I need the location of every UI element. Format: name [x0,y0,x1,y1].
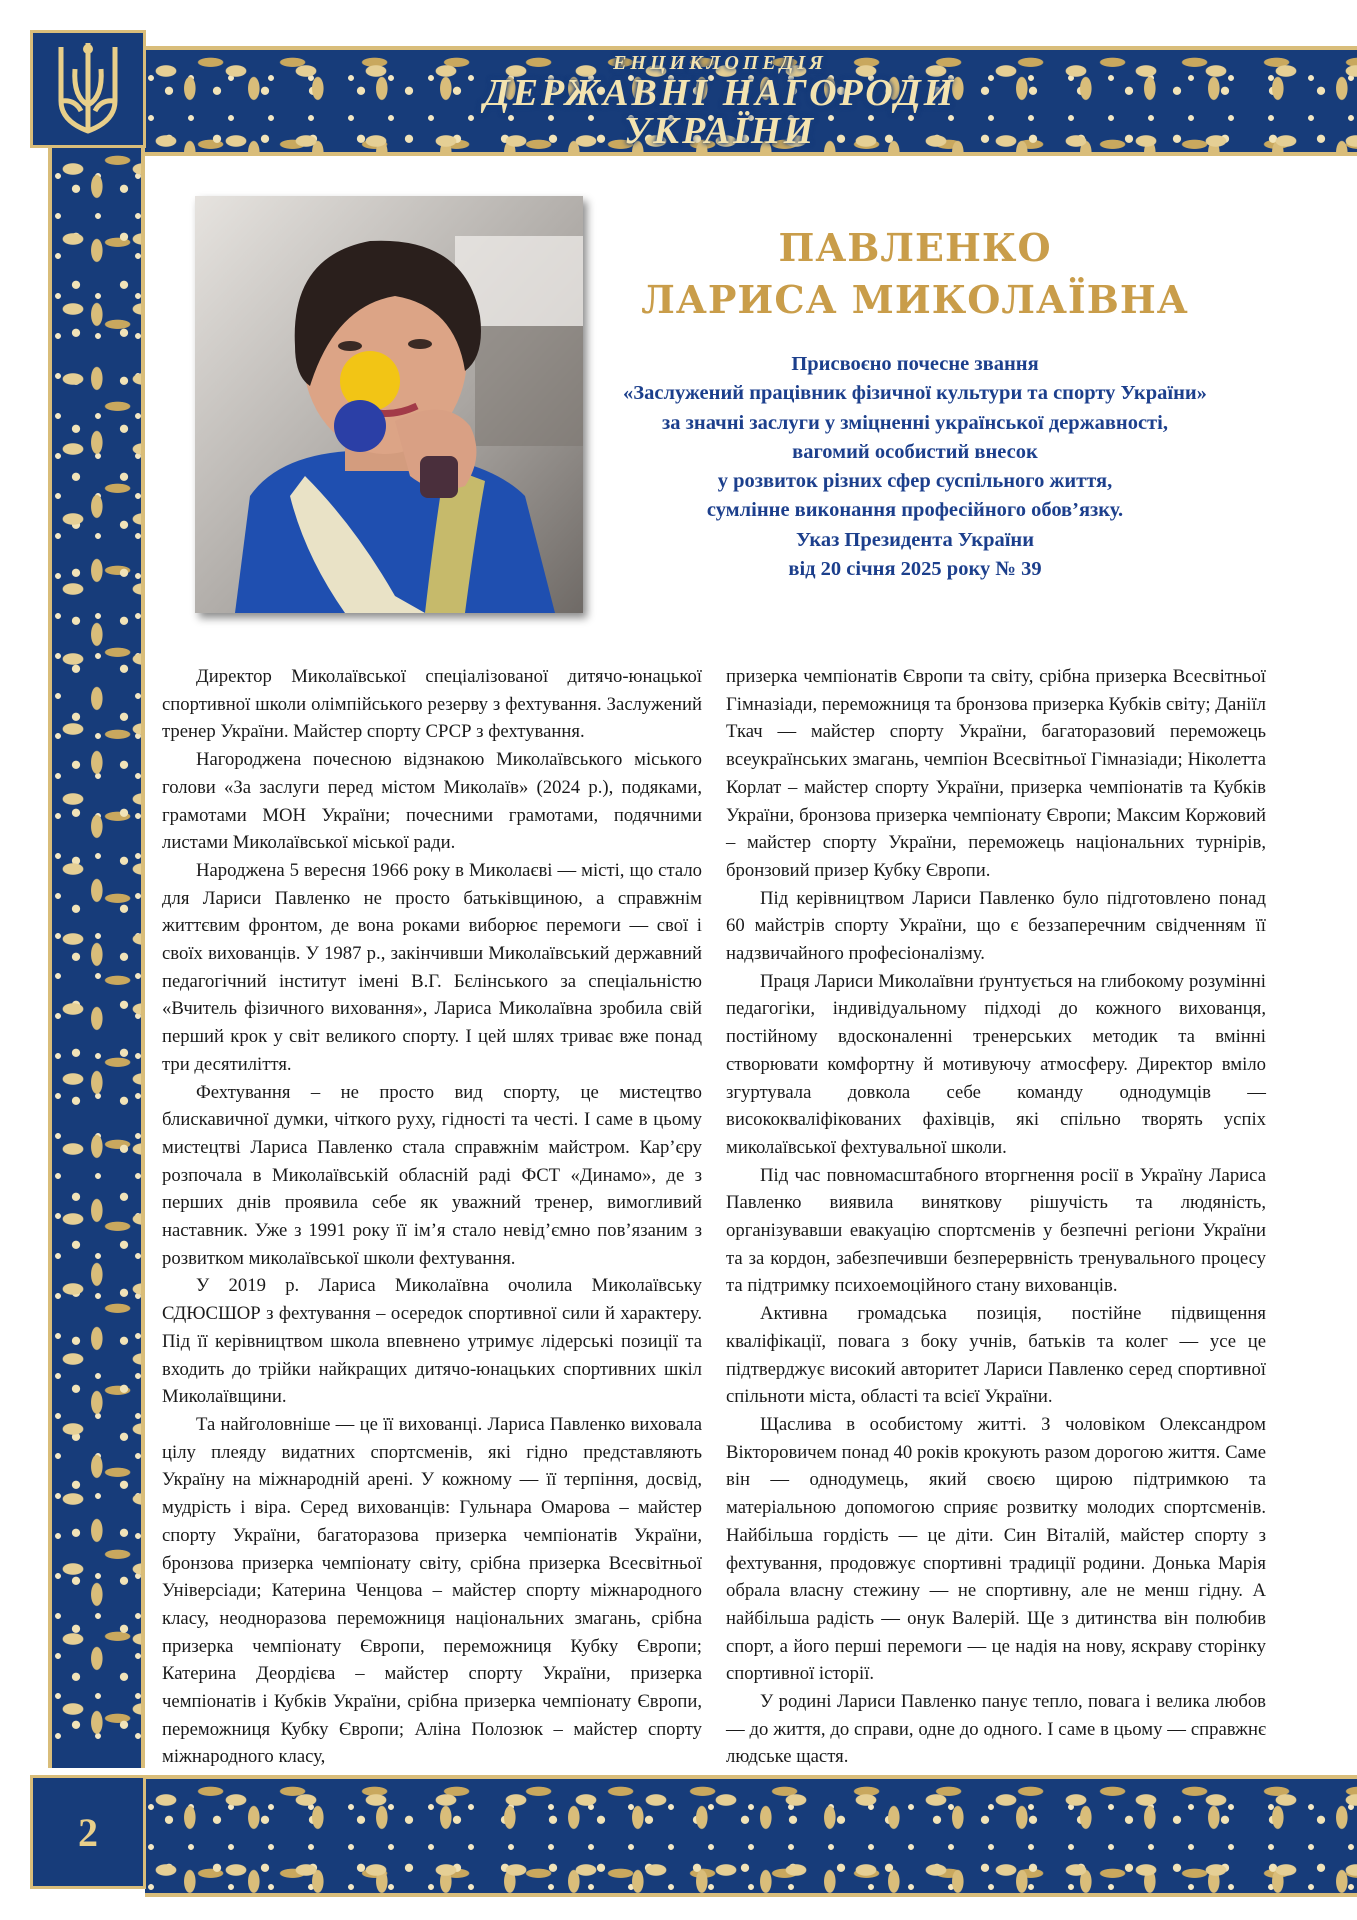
left-ornament-band [48,148,145,1768]
decree-line: вагомий особистий внесок [792,440,1038,463]
paragraph: У 2019 р. Лариса Миколаївна очолила Миколаївську СДЮСШОР з фехтування – осередок спортивної сили й характеру. Під її керівництвом школа впевнено утримує лідерські позиції та входить до трійки найкращих дитячо-юнацьких спортивних шкіл Миколаївщини. [162,1275,702,1408]
paragraph: У родині Лариси Павленко панує тепло, повага і велика любов — до життя, до справи, одне до одного. І саме в цьому — справжнє людське щастя. [726,1691,1266,1768]
header-title-line1: ДЕРЖАВНІ НАГОРОДИ [483,72,957,114]
emblem-box [30,30,146,148]
decree-line: від 20 січня 2025 року № 39 [788,558,1042,581]
award-decree [600,350,1230,584]
paragraph: Активна громадська позиція, постійне підвищення кваліфікації, повага з боку учнів, батьків та колег — усе це підтверджує високий авторитет Лариси Павленко серед спортивної спільноти міста, області та всієї України. [726,1303,1266,1408]
decree-line: «Заслужений працівник фізичної культури та спорту України» [623,382,1207,405]
paragraph: Під керівництвом Лариси Павленко було підготовлено понад 60 майстрів спорту України, що є беззаперечним свідченням її надзвичайного професіоналізму. [726,887,1266,965]
trident-icon [53,39,123,139]
paragraph: Фехтування – не просто вид спорту, це мистецтво блискавичної думки, чіткого руху, гідності та честі. І саме в цьому мистецтві Лариса Павленко стала справжнім майстром. Кар’єру розпочала в Миколаївській обласній раді ФСТ «Динамо», де з перших днів проявила себе як уважний тренер, вимогливий наставник. Уже з 1991 року її ім’я стало невід’ємно пов’язаним з розвитком миколаївської школи фехтування. [162,1081,702,1269]
encyclopedia-header [460,48,980,152]
paragraph: Нагороджена почесною відзнакою Миколаївського міського голови «За заслуги перед містом Миколаїв» (2024 р.), подяками, грамотами МОН України; почесними грамотами, подячними листами Миколаївської міської ради. [162,749,702,854]
header-small-title: ЕНЦИКЛОПЕДІЯ [613,52,827,74]
right-text-column [726,663,1266,1771]
decree-line: Присвоєно почесне звання [791,353,1039,375]
paragraph: Щаслива в особистому житті. З чоловіком Олександром Вікторовичем понад 40 років крокують разом дорогою життя. Саме він — однодумець, який своєю щирою підтримкою та матеріальною допомогою сприяє розвитку молодих спортсменів. Найбільша гордість — це діти. Син Віталій, майстер спорту з фехтування, продовжує спортивні традиції родини. Донька Марія обрала власну стежину — не спортивну, але не менш гідну. А найбільша радість — онук Валерій. Ще з дитинства він полюбив спорт, а його перші перемоги — це надія на нову, яскраву сторінку спортивної історії. [726,1413,1266,1685]
decree-line: за значні заслуги у зміцненні української державності, [662,411,1168,434]
decree-line: Указ Президента України [795,528,1035,551]
bottom-ornament-band [145,1775,1357,1897]
paragraph: призерка чемпіонатів Європи та світу, срібна призерка Всесвітньої Гімназіади, переможниця та бронзова призерка Кубків світу; Даніїл Ткач — майстер спорту України, багаторазовий переможець всеукраїнських змагань, чемпіон Всесвітньої Гімназіади; Ніколетта Корлат – майстер спорту України, призерка чемпіонатів та Кубків України, бронзова призерка чемпіонату Європи; Максим Коржовий – майстер спорту України, переможець національних турнірів, бронзовий призер Кубку Європи. [726,666,1266,881]
decree-line: сумлінне виконання професійного обов’язку. [706,499,1124,522]
left-text-column [162,663,702,1771]
page-number-box [30,1775,146,1889]
portrait-photo [195,196,583,613]
page-number: 2 [78,1809,98,1855]
paragraph: Директор Миколаївської спеціалізованої дитячо-юнацької спортивної школи олімпійського резерву з фехтування. Заслужений тренер України. Майстер спорту СРСР з фехтування. [162,666,702,743]
decree-line: у розвиток різних сфер суспільного життя, [717,470,1113,493]
person-surname: ПАВЛЕНКО [778,225,1052,270]
paragraph: Під час повномасштабного вторгнення росії в Україну Лариса Павленко виявила виняткову рішучість та людяність, організувавши евакуацію спортсменів у безпечні регіони України та за кордон, забезпечивши безперервність тренувального процесу та підтримку психоемоційного стану вихованців. [726,1164,1266,1297]
header-title-line2: УКРАЇНИ [623,110,817,152]
paragraph: Та найголовніше — це її вихованці. Лариса Павленко виховала цілу плеяду видатних спортсменів, які гідно представляють Україну на міжнародній арені. У кожному — її терпіння, досвід, мудрість і віра. Серед вихованців: Гульнара Омарова – майстер спорту України, багаторазова призерка чемпіонатів України, бронзова призерка чемпіонату світу, срібна призерка Всесвітньої Універсіади; Катерина Ченцова – майстер спорту міжнародного класу, неодноразова переможниця національних змагань, срібна призерка чемпіонату Європи, переможниця Кубку Європи; Катерина Деордієва – майстер спорту України, призерка чемпіонатів і Кубків України, срібна призерка чемпіонату Європи, переможниця Кубку Європи; Аліна Полозюк – майстер спорту міжнародного класу, [162,1413,702,1768]
paragraph: Праця Лариси Миколаївни ґрунтується на глибокому розумінні педагогіки, індивідуальному підході до кожного вихованця, постійному вдосконаленні тренерських методик та вмінні створювати комфортну й мотивуючу атмосферу. Директор вміло згуртувала довкола себе команду однодумців — висококваліфікованих фахівців, які спільно творять успіх миколаївської фехтувальної школи. [726,970,1266,1158]
person-name-heading [600,222,1230,326]
person-given-names: ЛАРИСА МИКОЛАЇВНА [641,277,1189,322]
paragraph: Народжена 5 вересня 1966 року в Миколаєві — місті, що стало для Лариси Павленко не просто батьківщиною, а справжнім життєвим фронтом, де вона роками виборює перемоги — свої і своїх вихованців. У 1987 р., закінчивши Миколаївський державний педагогічний інститут імені В.Г. Бєлінського за спеціальністю «Вчитель фізичного виховання», Лариса Миколаївна зробила свій перший крок у світ великого спорту. І цей шлях триває вже понад три десятиліття. [162,859,702,1075]
